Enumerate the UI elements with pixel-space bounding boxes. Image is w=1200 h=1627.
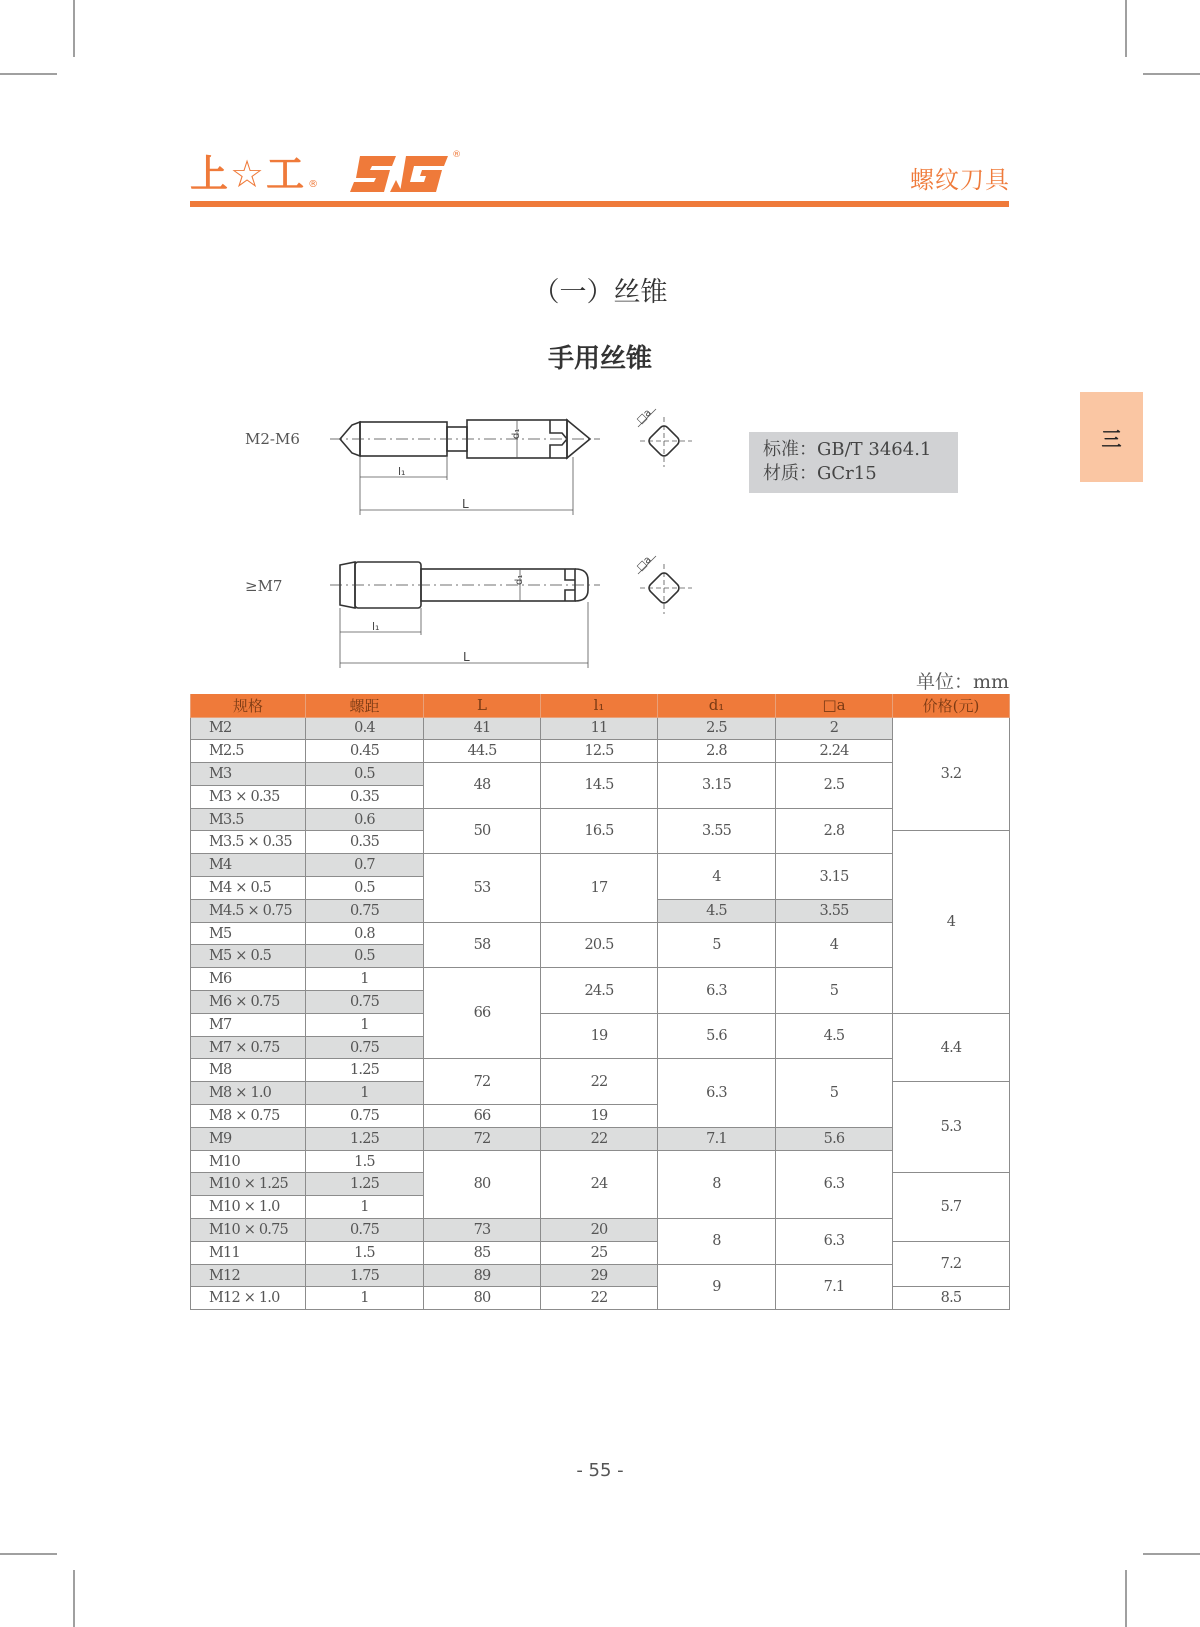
svg-text:□a: □a (634, 554, 654, 574)
table-row: M5 × 0.5 0.5 (191, 945, 1010, 968)
diagram-label-large: ≥M7 (245, 577, 283, 595)
table-row: M12 1.75 89 29 9 7.1 (191, 1264, 1010, 1287)
header-divider (190, 201, 1009, 207)
crop-mark (1143, 1553, 1200, 1555)
col-header-price: 价格(元) (893, 694, 1010, 717)
registered-mark: ® (452, 150, 462, 160)
table-row: M7 1 19 5.6 4.5 4.4 (191, 1013, 1010, 1036)
col-header-spec: 规格 (191, 694, 306, 717)
table-row: M8 × 1.0 1 5.3 (191, 1082, 1010, 1105)
crop-mark (73, 1570, 75, 1627)
square-section-icon (632, 405, 702, 475)
table-row: M3.5 0.6 50 16.5 3.55 2.8 (191, 808, 1010, 831)
crop-mark (0, 73, 57, 75)
svg-text:l₁: l₁ (372, 620, 380, 633)
section-title: 螺纹刀具 (910, 166, 1010, 194)
table-row: M8 1.25 72 22 6.3 5 (191, 1059, 1010, 1082)
crop-mark (1125, 0, 1127, 57)
col-header-d1: d₁ (658, 694, 776, 717)
square-section-icon (632, 552, 702, 622)
table-row: M8 × 0.75 0.75 66 19 (191, 1105, 1010, 1128)
chapter-title: （一）丝锥 (532, 277, 668, 308)
table-row: M2.5 0.45 44.5 12.5 2.8 2.24 (191, 740, 1010, 763)
svg-text:d₁: d₁ (514, 574, 525, 585)
col-header-pitch: 螺距 (306, 694, 424, 717)
table-row: M9 1.25 72 22 7.1 5.6 (191, 1127, 1010, 1150)
dim-L: L (462, 497, 469, 511)
table-row: M3 × 0.35 0.35 (191, 785, 1010, 808)
dim-l1: l₁ (398, 465, 406, 478)
page-subtitle: 手用丝锥 (547, 344, 652, 374)
crop-mark (1125, 1570, 1127, 1627)
table-row: M12 × 1.0 1 80 22 8.5 (191, 1287, 1010, 1310)
svg-text:□a: □a (634, 407, 654, 427)
registered-mark: ® (308, 179, 319, 190)
page-number: - 55 - (576, 1460, 624, 1481)
col-header-L: L (424, 694, 541, 717)
table-row: M5 0.8 58 20.5 5 4 (191, 922, 1010, 945)
table-row: M10 × 1.0 1 (191, 1196, 1010, 1219)
brand-logo (190, 150, 461, 194)
spec-table (190, 694, 1010, 1310)
svg-text:L: L (463, 650, 470, 664)
table-row: M4 × 0.5 0.5 (191, 877, 1010, 900)
crop-mark (1143, 73, 1200, 75)
table-row: M10 × 1.25 1.25 5.7 (191, 1173, 1010, 1196)
table-row: M7 × 0.75 0.75 (191, 1036, 1010, 1059)
col-header-l1: l₁ (541, 694, 658, 717)
table-row: M4 0.7 53 17 4 3.15 (191, 854, 1010, 877)
diagram-label-small: M2-M6 (245, 430, 300, 448)
sg-logo-icon (350, 154, 450, 194)
unit-label: 单位：mm (915, 671, 1009, 693)
table-row: M11 1.5 85 25 7.2 (191, 1241, 1010, 1264)
table-row: M3.5 × 0.35 0.35 4 (191, 831, 1010, 854)
col-header-a: □a (776, 694, 893, 717)
table-row: M10 × 0.75 0.75 73 20 8 6.3 (191, 1219, 1010, 1242)
chapter-tab[interactable]: 三 (1080, 392, 1143, 482)
table-row: M10 1.5 80 24 8 6.3 (191, 1150, 1010, 1173)
brand-logo-cn: 上☆工 (190, 152, 307, 196)
spec-box (749, 432, 958, 493)
crop-mark (73, 0, 75, 57)
table-row: M4.5 × 0.75 0.75 4.5 3.55 (191, 899, 1010, 922)
table-row: M2 0.4 41 11 2.5 2 3.2 (191, 717, 1010, 740)
standard-text: 标准：GB/T 3464.1 (763, 439, 932, 460)
table-row: M6 1 66 24.5 6.3 5 (191, 968, 1010, 991)
table-row: M6 × 0.75 0.75 (191, 991, 1010, 1014)
table-header-row (191, 694, 1010, 717)
crop-mark (0, 1553, 57, 1555)
table-row: M3 0.5 48 14.5 3.15 2.5 (191, 763, 1010, 786)
dim-d1: d₁ (511, 428, 522, 439)
material-text: 材质：GCr15 (763, 463, 877, 484)
